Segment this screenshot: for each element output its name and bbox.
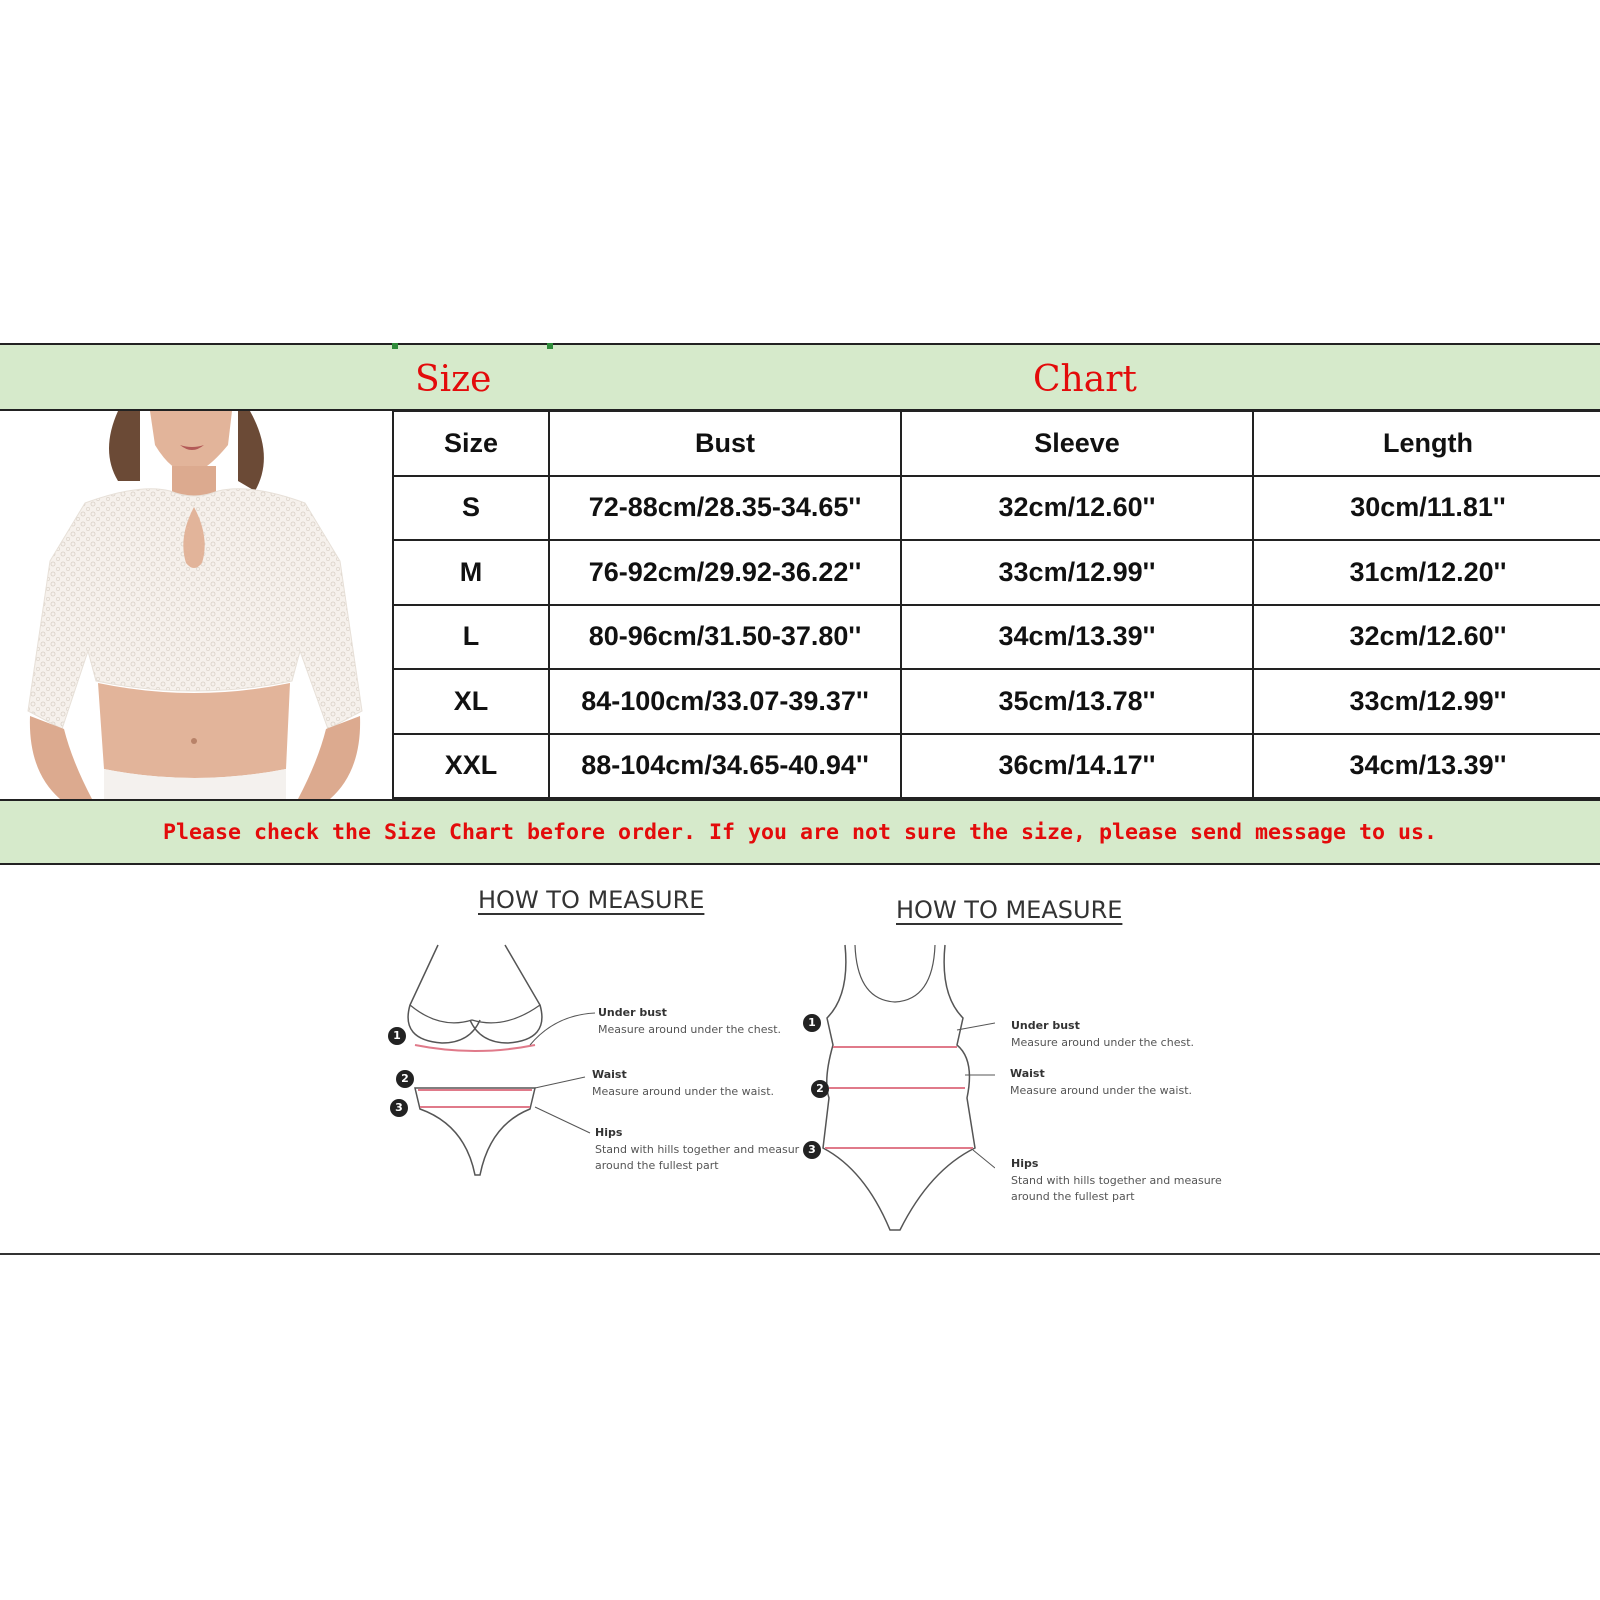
decorative-tick bbox=[547, 343, 553, 349]
label-under-bust: Under bust bbox=[598, 1006, 667, 1019]
table-row bbox=[393, 734, 1600, 799]
label-hips: Hips bbox=[1011, 1157, 1039, 1170]
desc-waist: Measure around under the waist. bbox=[1010, 1084, 1193, 1097]
cell-bust: 84-100cm/33.07-39.37'' bbox=[549, 669, 901, 734]
desc-hips-line1: Stand with hills together and measure bbox=[1011, 1174, 1222, 1187]
desc-hips-line2: around the fullest part bbox=[1011, 1190, 1135, 1203]
desc-under-bust: Measure around under the chest. bbox=[598, 1023, 782, 1036]
table-row bbox=[393, 540, 1600, 605]
cell-size: S bbox=[393, 476, 549, 541]
cell-size: XXL bbox=[393, 734, 549, 799]
cell-length: 30cm/11.81'' bbox=[1253, 476, 1600, 541]
desc-under-bust: Measure around under the chest. bbox=[1011, 1036, 1195, 1049]
swimsuit-diagram bbox=[815, 940, 995, 1235]
cell-sleeve: 36cm/14.17'' bbox=[901, 734, 1253, 799]
cell-length: 33cm/12.99'' bbox=[1253, 669, 1600, 734]
desc-waist: Measure around under the waist. bbox=[592, 1085, 775, 1098]
cell-bust: 80-96cm/31.50-37.80'' bbox=[549, 605, 901, 670]
table-row bbox=[393, 669, 1600, 734]
column-header-bust: Bust bbox=[549, 411, 901, 476]
bikini-diagram bbox=[380, 935, 600, 1185]
title-word-chart: Chart bbox=[1033, 359, 1137, 400]
how-to-measure-heading-right: HOW TO MEASURE bbox=[896, 896, 1123, 924]
cell-size: M bbox=[393, 540, 549, 605]
label-waist: Waist bbox=[1010, 1067, 1045, 1080]
cell-length: 34cm/13.39'' bbox=[1253, 734, 1600, 799]
cell-size: XL bbox=[393, 669, 549, 734]
notice-band bbox=[0, 799, 1600, 865]
step-number-1: 1 bbox=[388, 1027, 406, 1045]
step-number-3: 3 bbox=[803, 1141, 821, 1159]
desc-hips-line2: around the fullest part bbox=[595, 1159, 719, 1172]
size-chart-title-band bbox=[0, 343, 1600, 411]
label-under-bust: Under bust bbox=[1011, 1019, 1080, 1032]
step-number-2: 2 bbox=[396, 1070, 414, 1088]
desc-hips-line1: Stand with hills together and measur bbox=[595, 1143, 800, 1156]
column-header-length: Length bbox=[1253, 411, 1600, 476]
title-word-size: Size bbox=[415, 359, 492, 400]
cell-length: 32cm/12.60'' bbox=[1253, 605, 1600, 670]
cell-sleeve: 35cm/13.78'' bbox=[901, 669, 1253, 734]
table-row bbox=[393, 476, 1600, 541]
column-header-sleeve: Sleeve bbox=[901, 411, 1253, 476]
cell-bust: 88-104cm/34.65-40.94'' bbox=[549, 734, 901, 799]
label-hips: Hips bbox=[595, 1126, 623, 1139]
product-photo bbox=[0, 411, 392, 799]
bottom-divider bbox=[0, 1253, 1600, 1255]
cell-length: 31cm/12.20'' bbox=[1253, 540, 1600, 605]
how-to-measure-heading-left: HOW TO MEASURE bbox=[478, 886, 705, 914]
cell-sleeve: 32cm/12.60'' bbox=[901, 476, 1253, 541]
label-waist: Waist bbox=[592, 1068, 627, 1081]
step-number-1: 1 bbox=[803, 1014, 821, 1032]
size-notice-text: Please check the Size Chart before order. If you are not sure the size, please send message to us. bbox=[162, 820, 1438, 845]
size-table bbox=[392, 410, 1600, 799]
cell-bust: 76-92cm/29.92-36.22'' bbox=[549, 540, 901, 605]
decorative-tick bbox=[392, 343, 398, 349]
cell-size: L bbox=[393, 605, 549, 670]
step-number-3: 3 bbox=[390, 1099, 408, 1117]
step-number-2: 2 bbox=[811, 1080, 829, 1098]
column-header-size: Size bbox=[393, 411, 549, 476]
cell-sleeve: 34cm/13.39'' bbox=[901, 605, 1253, 670]
cell-sleeve: 33cm/12.99'' bbox=[901, 540, 1253, 605]
model-lace-top-illustration bbox=[0, 411, 392, 799]
cell-bust: 72-88cm/28.35-34.65'' bbox=[549, 476, 901, 541]
table-header-row bbox=[393, 411, 1600, 476]
table-row bbox=[393, 605, 1600, 670]
